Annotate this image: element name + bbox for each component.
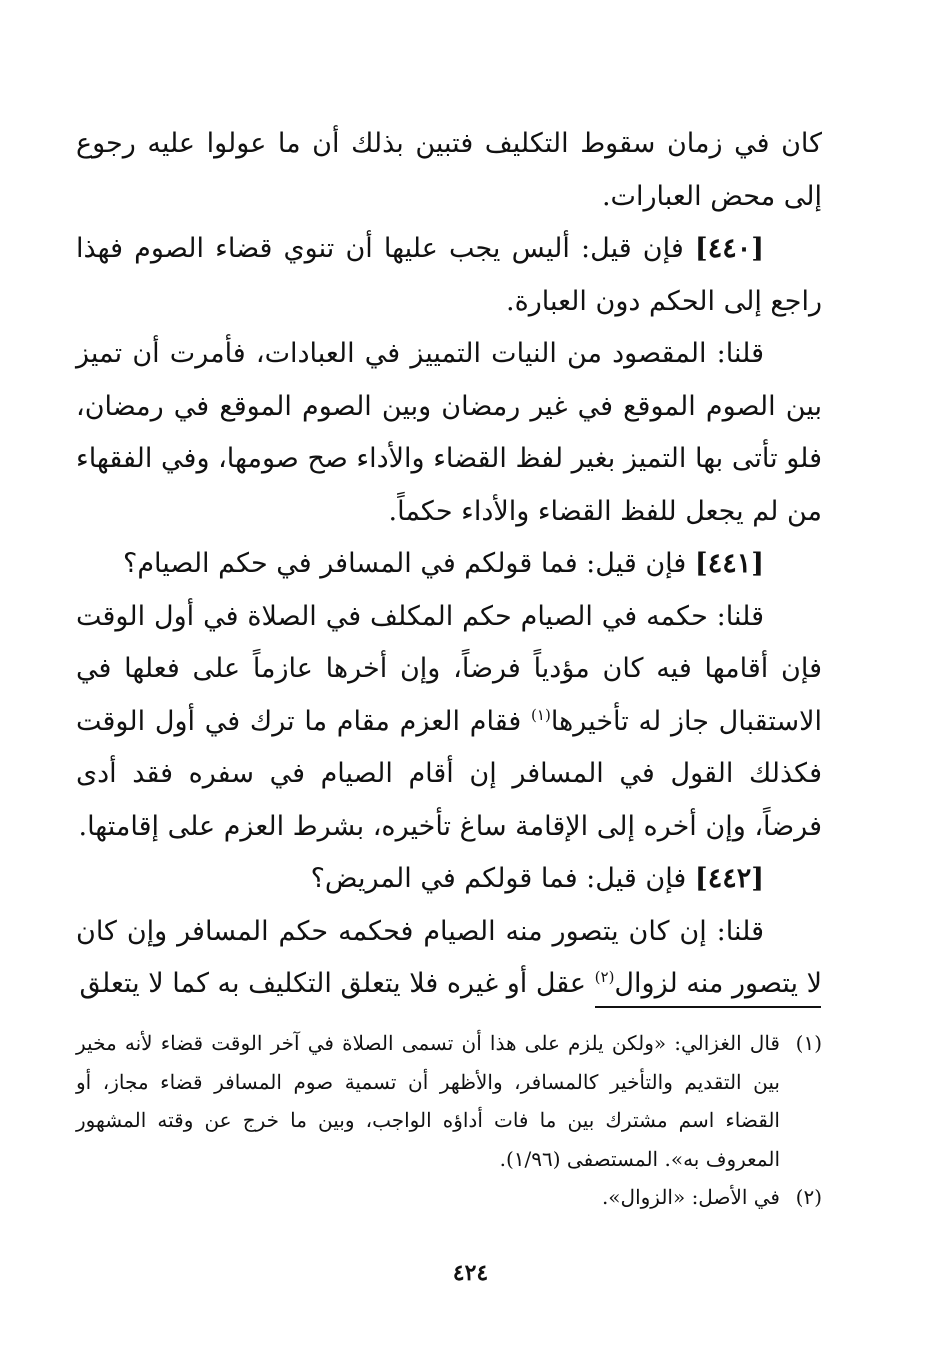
paragraph-text: قلنا: إن كان يتصور منه الصيام فحكمه حكم المسافر وإن كان لا يتصور منه لزوال (76, 915, 822, 999)
paragraph-answer-441 (76, 591, 822, 854)
paragraph-text: فإن قيل: فما قولكم في المسافر في حكم الصيام؟ (122, 548, 687, 579)
paragraph-number: [٤٤٠] (694, 233, 764, 264)
main-text (76, 118, 822, 1011)
paragraph-question-441 (76, 538, 822, 591)
paragraph-text: فإن قيل: أليس يجب عليها أن تنوي قضاء الصوم فهذا راجع إلى الحكم دون العبارة. (76, 233, 822, 317)
footnote-2 (76, 1178, 822, 1217)
paragraph-continuation (76, 118, 822, 223)
page-number: ٤٢٤ (452, 1260, 489, 1286)
paragraph-text: قلنا: المقصود من النيات التمييز في العبادات، فأمرت أن تميز بين الصوم الموقع في غير رمضان وبين الصوم الموقع في رمضان، فلو تأتى بها التميز بغير لفظ القضاء والأداء صح صومها، وفي الفقهاء من لم يجعل للفظ القضاء والأداء حكماً. (76, 338, 822, 527)
paragraph-answer-442 (76, 906, 822, 1011)
footnote-number: (٢) (795, 1185, 822, 1209)
footnote-1 (76, 1024, 822, 1178)
paragraph-text: فقام العزم مقام ما ترك في أول الوقت فكذلك القول في المسافر إن أقام الصيام في سفره فقد أدى فرضاً، وإن أخره إلى الإقامة ساغ تأخيره، بشرط العزم على إقامتها. (76, 705, 822, 842)
footnote-reference[interactable]: (١) (531, 705, 551, 724)
paragraph-number: [٤٤٢] (694, 863, 764, 894)
paragraph-text: كان في زمان سقوط التكليف فتبين بذلك أن ما عولوا عليه رجوع إلى محض العبارات. (76, 128, 822, 212)
paragraph-text: عقل أو غيره فلا يتعلق التكليف به كما لا يتعلق (79, 968, 595, 999)
paragraph-number: [٤٤١] (694, 548, 764, 579)
footnote-text: قال الغزالي: «ولكن يلزم على هذا أن تسمى الصلاة في آخر الوقت قضاء لأنه مخير بين التقديم والتأخير كالمسافر، والأظهر أن تسمية صوم المسافر قضاء مجاز، أو القضاء اسم مشترك بين ما فات أداؤه الواجب، وبين ما خرج عن وقته المشهور المعروف به». المستصفى (١/٩٦). (76, 1031, 781, 1171)
paragraph-question-440 (76, 223, 822, 328)
paragraph-question-442 (76, 853, 822, 906)
footnote-divider (595, 1006, 821, 1008)
paragraph-answer-440 (76, 328, 822, 538)
paragraph-text: قلنا: حكمه في الصيام حكم المكلف في الصلاة في أول الوقت فإن أقامها فيه كان مؤدياً فرضاً، وإن أخرها عازماً على فعلها في الاستقبال جاز له تأخيرها (76, 600, 823, 737)
footnotes (76, 1024, 822, 1217)
footnote-number: (١) (795, 1031, 822, 1055)
footnote-text: في الأصل: «الزوال». (601, 1185, 780, 1209)
footnote-reference[interactable]: (٢) (594, 968, 615, 986)
paragraph-text: فإن قيل: فما قولكم في المريض؟ (310, 863, 687, 894)
